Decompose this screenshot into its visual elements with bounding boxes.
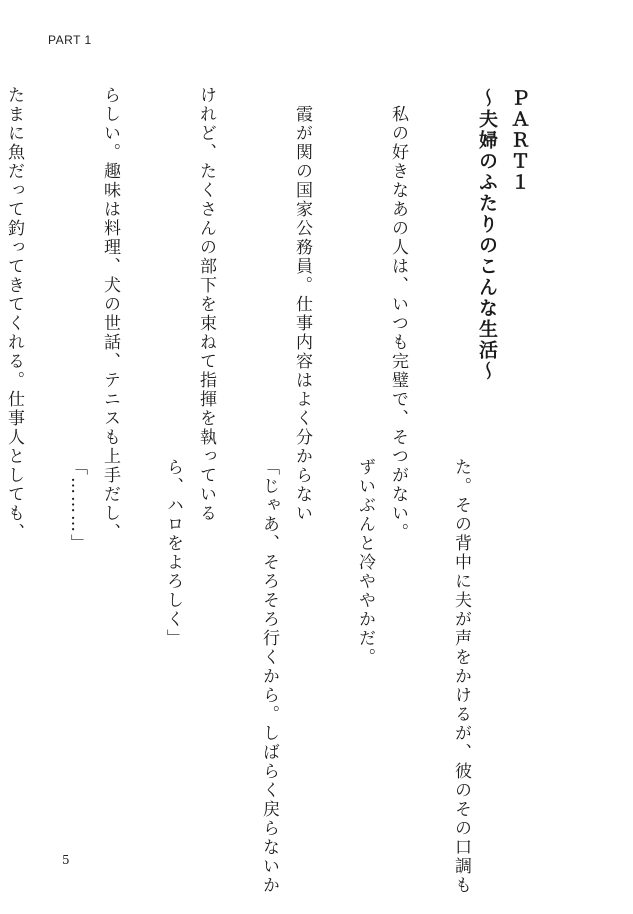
running-header: PART 1 bbox=[48, 33, 92, 47]
text-line: 霞が関の国家公務員。仕事内容はよく分からない bbox=[292, 86, 312, 523]
upper-text-block bbox=[0, 86, 478, 542]
text-line: らしい。趣味は料理、犬の世話、テニスも上手だし、 bbox=[100, 86, 120, 542]
text-line: たまに魚だって釣ってきてくれる。仕事人としても、 bbox=[4, 86, 24, 542]
text-line: た。その背中に夫が声をかけるが、彼のその口調も bbox=[451, 458, 471, 895]
chapter-title bbox=[471, 88, 535, 382]
text-line: 「………」 bbox=[67, 458, 87, 553]
chapter-title-subtitle: ～夫婦のふたりのこんな生活～ bbox=[476, 88, 498, 382]
chapter-title-part: ＰＡＲＴ１ bbox=[508, 88, 530, 193]
text-line: 私の好きなあの人は、いつも完璧で、そつがない。 bbox=[388, 86, 408, 542]
page-number: 5 bbox=[62, 853, 70, 867]
text-line: けれど、たくさんの部下を束ねて指揮を執っている bbox=[196, 86, 216, 523]
text-line: ら、ハロをよろしく」 bbox=[163, 458, 183, 648]
text-line: ずいぶんと冷ややかだ。 bbox=[355, 458, 375, 667]
lower-text-block bbox=[0, 458, 541, 895]
text-line: 「じゃあ、そろそろ行くから。しばらく戻らないか bbox=[259, 458, 279, 895]
